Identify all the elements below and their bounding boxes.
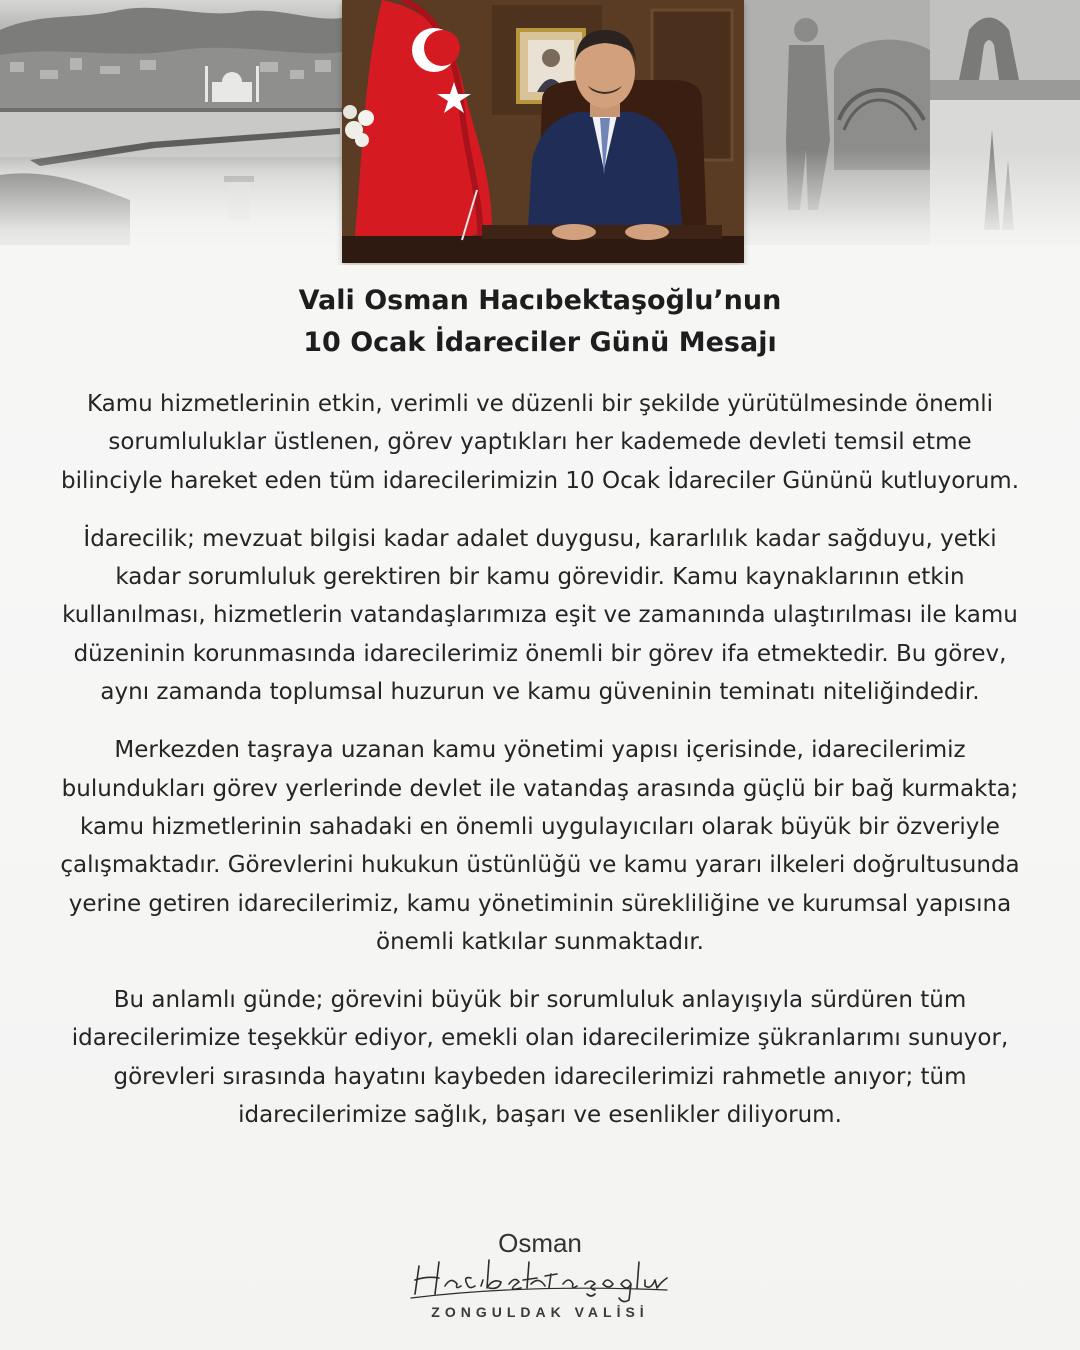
paragraph-2: İdarecilik; mevzuat bilgisi kadar adalet duygusu, kararlılık kadar sağduyu, yetki kadar sorumluluk gerektiren bir kamu görevidir. Kamu kaynaklarının etkin kullanılması, hizmetlerin vatandaşlarımıza eşit ve zamanında ulaştırılması ile kamu düzeninin korunmasında idarecilerimiz önemli bir görev ifa etmektedir. Bu görev, aynı zamanda toplumsal huzurun ve kamu güveninin teminatı niteliğindedir. [62, 525, 1018, 706]
handwritten-signature [405, 1254, 675, 1304]
header-banner [0, 0, 1080, 265]
title-line-1: Vali Osman Hacıbektaşoğlu’nun [298, 285, 782, 316]
governor-portrait [342, 0, 744, 263]
title-line-2: 10 Ocak İdareciler Günü Mesajı [303, 327, 777, 358]
signature-block [0, 1228, 1080, 1338]
page-title [0, 280, 1080, 364]
message-body [54, 385, 1026, 1154]
paragraph-1: Kamu hizmetlerinin etkin, verimli ve düzenli bir şekilde yürütülmesinde önemli sorumluluklar üstlenen, görev yaptıkları her kademede devleti temsil etme bilinciyle hareket eden tüm idarecilerimizin 10 Ocak İdareciler Gününü kutluyorum. [60, 391, 1020, 494]
paragraph-3: Merkezden taşraya uzanan kamu yönetimi yapısı içerisinde, idarecilerimiz bulundukları görev yerlerinde devlet ile vatandaş arasında güçlü bir bağ kurmakta; kamu hizmetlerinin sahadaki en önemli uygulayıcıları olarak büyük bir özveriyle çalışmaktadır. Görevlerini hukukun üstünlüğü ve kamu yararı ilkeleri doğrultusunda yerine getiren idarecilerimiz, kamu yönetiminin sürekliliğine ve kurumsal yapısına önemli katkılar sunmaktadır. [60, 737, 1020, 955]
paragraph-4: Bu anlamlı günde; görevini büyük bir sorumluluk anlayışıyla sürdüren tüm idarecilerimize teşekkür ediyor, emekli olan idarecilerimize şükranlarımı sunuyor, görevleri sırasında hayatını kaybeden idarecilerimizi rahmetle anıyor; tüm idarecilerimize sağlık, başarı ve esenlikler diliyorum. [71, 987, 1009, 1129]
signature-first-name: Osman [498, 1228, 582, 1258]
signature-role: ZONGULDAK VALİSİ [431, 1304, 649, 1320]
